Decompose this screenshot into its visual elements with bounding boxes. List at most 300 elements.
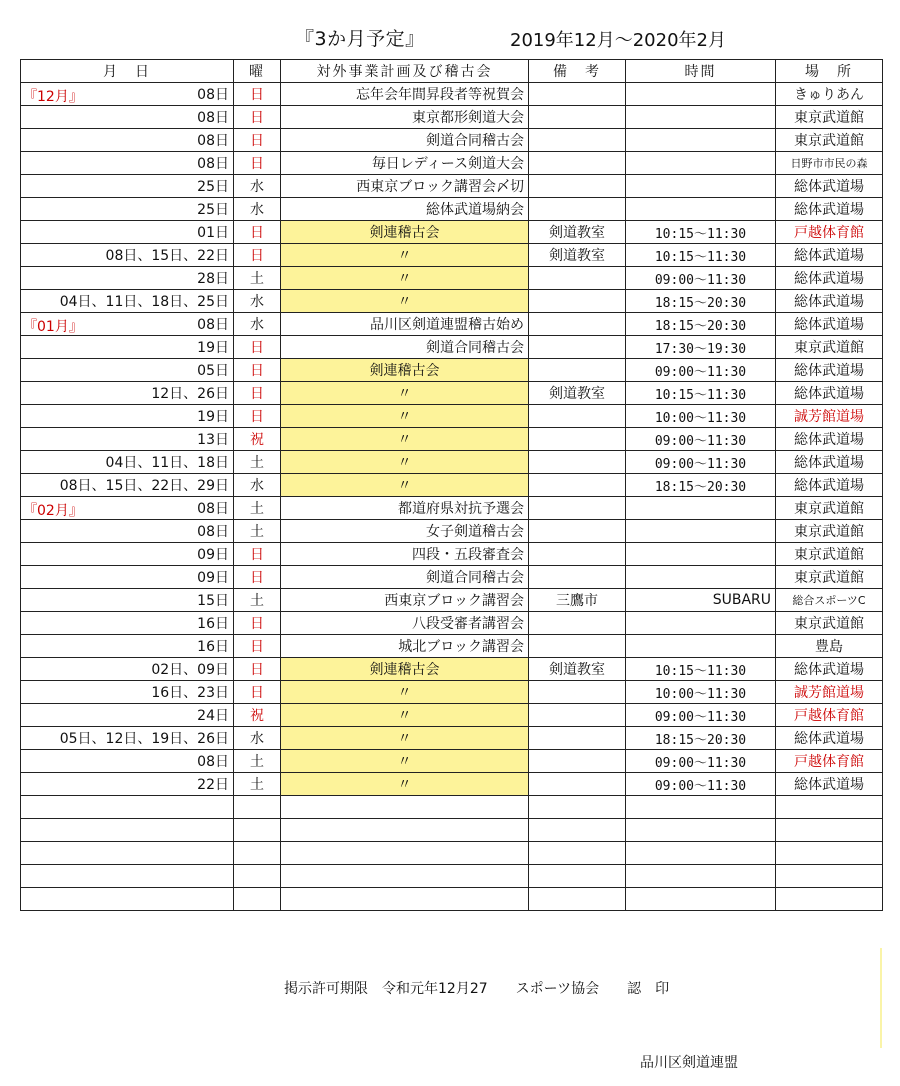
weekday-cell: 日 [234,152,281,175]
date-value: 19日 [197,340,229,356]
empty-row [21,819,883,842]
note-cell [529,336,626,359]
yellow-edge-mark [880,948,882,1048]
empty-cell [626,819,776,842]
date-cell [21,520,234,543]
date-value: 15日 [197,593,229,609]
time-cell: 10:15～11:30 [626,221,776,244]
date-value: 04日、11日、18日、25日 [59,294,229,310]
date-value: 19日 [197,409,229,425]
table-row [21,359,883,382]
empty-cell [529,796,626,819]
note-cell [529,566,626,589]
empty-cell [776,842,883,865]
note-cell [529,612,626,635]
place-cell: 戸越体育館 [776,221,883,244]
date-value: 16日、23日 [151,685,229,701]
note-cell [529,175,626,198]
place-cell: 総体武道場 [776,428,883,451]
time-cell [626,175,776,198]
empty-cell [529,888,626,911]
event-cell: 〃 [281,451,529,474]
table-row [21,451,883,474]
note-cell [529,129,626,152]
time-cell: 10:00～11:30 [626,681,776,704]
place-cell: 戸越体育館 [776,750,883,773]
place-cell: 総体武道場 [776,267,883,290]
place-cell: 日野市市民の森 [776,152,883,175]
table-row [21,497,883,520]
note-cell [529,635,626,658]
weekday-cell: 水 [234,198,281,221]
weekday-cell: 水 [234,313,281,336]
table-row [21,520,883,543]
event-cell: 剣連稽古会 [281,221,529,244]
empty-cell [529,819,626,842]
time-cell [626,198,776,221]
note-cell [529,497,626,520]
month-label: 『02月』 [23,503,83,519]
date-cell [21,543,234,566]
time-cell [626,566,776,589]
event-cell: 〃 [281,704,529,727]
weekday-cell: 日 [234,612,281,635]
event-cell: 〃 [281,382,529,405]
date-cell [21,428,234,451]
place-cell: 東京武道館 [776,497,883,520]
date-cell [21,152,234,175]
table-row [21,428,883,451]
date-cell [21,474,234,497]
table-row [21,152,883,175]
weekday-cell: 日 [234,658,281,681]
weekday-cell: 水 [234,474,281,497]
time-cell: 10:15～11:30 [626,658,776,681]
date-value: 08日 [197,754,229,770]
weekday-cell: 水 [234,290,281,313]
date-value: 24日 [197,708,229,724]
event-cell: 〃 [281,405,529,428]
weekday-cell: 日 [234,359,281,382]
date-value: 02日、09日 [151,662,229,678]
table-row [21,336,883,359]
empty-cell [626,865,776,888]
place-cell: 東京武道館 [776,543,883,566]
empty-cell [21,796,234,819]
date-value: 28日 [197,271,229,287]
weekday-cell: 水 [234,727,281,750]
place-cell: 戸越体育館 [776,704,883,727]
event-cell: 〃 [281,428,529,451]
note-cell [529,750,626,773]
note-cell: 三鷹市 [529,589,626,612]
event-cell: 東京都形剣道大会 [281,106,529,129]
date-cell [21,267,234,290]
time-cell [626,520,776,543]
time-cell: 10:00～11:30 [626,405,776,428]
date-cell [21,727,234,750]
place-cell: 豊島 [776,635,883,658]
date-value: 09日 [197,547,229,563]
note-cell [529,313,626,336]
table-row [21,635,883,658]
date-cell [21,750,234,773]
date-cell [21,382,234,405]
date-cell [21,405,234,428]
empty-cell [234,819,281,842]
time-cell [626,129,776,152]
date-cell [21,497,234,520]
header-event: 対外事業計画及び稽古会 [281,60,529,83]
note-cell [529,290,626,313]
event-cell: 〃 [281,244,529,267]
place-cell: 総体武道場 [776,773,883,796]
date-value: 09日 [197,570,229,586]
place-cell: きゅりあん [776,83,883,106]
note-cell [529,267,626,290]
date-cell [21,244,234,267]
time-cell: 09:00～11:30 [626,428,776,451]
time-cell: 18:15～20:30 [626,290,776,313]
weekday-cell: 日 [234,382,281,405]
weekday-cell: 土 [234,589,281,612]
time-cell: SUBARU [626,589,776,612]
date-cell [21,773,234,796]
note-cell [529,428,626,451]
date-value: 22日 [197,777,229,793]
time-cell: 09:00～11:30 [626,773,776,796]
place-cell: 総体武道場 [776,658,883,681]
event-cell: 四段・五段審査会 [281,543,529,566]
date-cell [21,451,234,474]
date-value: 08日 [197,156,229,172]
date-cell [21,221,234,244]
empty-row [21,796,883,819]
table-row [21,83,883,106]
time-cell [626,612,776,635]
weekday-cell: 土 [234,497,281,520]
table-row [21,474,883,497]
empty-cell [21,865,234,888]
empty-cell [234,865,281,888]
table-row [21,681,883,704]
weekday-cell: 日 [234,635,281,658]
month-label: 『01月』 [23,319,83,335]
place-cell: 総合スポーツC [776,589,883,612]
event-cell: 〃 [281,290,529,313]
date-cell [21,566,234,589]
date-value: 08日、15日、22日 [105,248,229,264]
date-cell [21,129,234,152]
header-place: 場 所 [776,60,883,83]
table-row [21,313,883,336]
note-cell [529,198,626,221]
empty-cell [234,842,281,865]
weekday-cell: 日 [234,405,281,428]
date-cell [21,290,234,313]
date-cell [21,612,234,635]
table-row [21,543,883,566]
time-cell [626,543,776,566]
note-cell [529,359,626,382]
event-cell: 都道府県対抗予選会 [281,497,529,520]
time-cell [626,635,776,658]
empty-cell [776,888,883,911]
event-cell: 女子剣道稽古会 [281,520,529,543]
note-cell: 剣道教室 [529,221,626,244]
place-cell: 東京武道館 [776,129,883,152]
event-cell: 総体武道場納会 [281,198,529,221]
date-value: 08日 [197,87,229,103]
empty-cell [529,842,626,865]
event-cell: 品川区剣道連盟稽古始め [281,313,529,336]
event-cell: 〃 [281,267,529,290]
date-value: 16日 [197,616,229,632]
event-cell: 〃 [281,474,529,497]
time-cell: 09:00～11:30 [626,451,776,474]
date-cell [21,658,234,681]
empty-cell [776,819,883,842]
weekday-cell: 水 [234,175,281,198]
event-cell: 〃 [281,681,529,704]
table-row [21,198,883,221]
date-value: 25日 [197,179,229,195]
date-cell [21,313,234,336]
place-cell: 総体武道場 [776,359,883,382]
weekday-cell: 土 [234,451,281,474]
event-cell: 八段受審者講習会 [281,612,529,635]
empty-cell [529,865,626,888]
time-cell: 18:15～20:30 [626,313,776,336]
place-cell: 東京武道館 [776,566,883,589]
table-row [21,106,883,129]
weekday-cell: 土 [234,773,281,796]
organization-name: 品川区剣道連盟 [640,1055,738,1071]
empty-row [21,888,883,911]
event-cell: 毎日レディース剣道大会 [281,152,529,175]
empty-cell [626,796,776,819]
event-cell: 〃 [281,727,529,750]
empty-cell [281,888,529,911]
empty-cell [776,796,883,819]
empty-cell [234,796,281,819]
table-row [21,290,883,313]
weekday-cell: 日 [234,106,281,129]
note-cell: 剣道教室 [529,658,626,681]
note-cell [529,704,626,727]
place-cell: 総体武道場 [776,244,883,267]
time-cell [626,497,776,520]
time-cell: 09:00～11:30 [626,267,776,290]
weekday-cell: 日 [234,83,281,106]
date-value: 13日 [197,432,229,448]
header-date: 月 日 [21,60,234,83]
place-cell: 誠芳館道場 [776,681,883,704]
date-value: 12日、26日 [151,386,229,402]
time-cell: 09:00～11:30 [626,359,776,382]
empty-cell [281,865,529,888]
event-cell: 西東京ブロック講習会 [281,589,529,612]
date-value: 08日 [197,317,229,333]
note-cell [529,451,626,474]
event-cell: 剣連稽古会 [281,658,529,681]
weekday-cell: 日 [234,221,281,244]
time-cell: 09:00～11:30 [626,704,776,727]
place-cell: 東京武道館 [776,520,883,543]
table-row [21,267,883,290]
date-value: 25日 [197,202,229,218]
empty-cell [776,865,883,888]
event-cell: 西東京ブロック講習会〆切 [281,175,529,198]
empty-cell [21,842,234,865]
header-weekday: 曜 [234,60,281,83]
date-cell [21,336,234,359]
empty-cell [234,888,281,911]
note-cell [529,520,626,543]
date-cell [21,635,234,658]
weekday-cell: 土 [234,520,281,543]
place-cell: 総体武道場 [776,382,883,405]
page-title: 『3か月予定』 [295,28,425,50]
place-cell: 総体武道場 [776,727,883,750]
table-row [21,175,883,198]
event-cell: 剣道合同稽古会 [281,336,529,359]
date-value: 05日、12日、19日、26日 [59,731,229,747]
event-cell: 城北ブロック講習会 [281,635,529,658]
schedule-body [21,83,883,911]
weekday-cell: 日 [234,681,281,704]
time-cell: 18:15～20:30 [626,727,776,750]
table-row [21,244,883,267]
event-cell: 〃 [281,773,529,796]
empty-row [21,842,883,865]
place-cell: 総体武道場 [776,451,883,474]
date-value: 08日、15日、22日、29日 [59,478,229,494]
place-cell: 東京武道館 [776,106,883,129]
table-row [21,405,883,428]
event-cell: 剣連稽古会 [281,359,529,382]
table-row [21,773,883,796]
weekday-cell: 日 [234,543,281,566]
date-value: 08日 [197,501,229,517]
time-cell: 18:15～20:30 [626,474,776,497]
date-value: 08日 [197,524,229,540]
time-cell [626,106,776,129]
place-cell: 東京武道館 [776,612,883,635]
date-cell [21,175,234,198]
time-cell [626,83,776,106]
place-cell: 総体武道場 [776,175,883,198]
date-cell [21,589,234,612]
note-cell [529,152,626,175]
note-cell [529,474,626,497]
empty-cell [281,842,529,865]
table-row [21,221,883,244]
weekday-cell: 祝 [234,428,281,451]
date-value: 05日 [197,363,229,379]
weekday-cell: 祝 [234,704,281,727]
note-cell: 剣道教室 [529,382,626,405]
schedule-table [20,59,883,911]
permit-footer: 掲示許可期限 令和元年12月27 スポーツ協会 認 印 [284,981,670,997]
date-value: 08日 [197,110,229,126]
table-row [21,612,883,635]
date-cell [21,198,234,221]
weekday-cell: 日 [234,336,281,359]
time-cell: 10:15～11:30 [626,244,776,267]
weekday-cell: 日 [234,566,281,589]
note-cell [529,405,626,428]
event-cell: 〃 [281,750,529,773]
date-value: 08日 [197,133,229,149]
time-cell: 17:30～19:30 [626,336,776,359]
table-row [21,566,883,589]
empty-cell [281,796,529,819]
time-cell: 09:00～11:30 [626,750,776,773]
event-cell: 忘年会年間昇段者等祝賀会 [281,83,529,106]
weekday-cell: 日 [234,244,281,267]
table-row [21,750,883,773]
note-cell [529,83,626,106]
place-cell: 東京武道館 [776,336,883,359]
header-row [21,60,883,83]
place-cell: 総体武道場 [776,198,883,221]
note-cell [529,727,626,750]
empty-cell [626,842,776,865]
weekday-cell: 日 [234,129,281,152]
table-row [21,704,883,727]
place-cell: 誠芳館道場 [776,405,883,428]
table-row [21,129,883,152]
date-cell [21,704,234,727]
table-row [21,727,883,750]
header-note: 備 考 [529,60,626,83]
event-cell: 剣道合同稽古会 [281,129,529,152]
event-cell: 剣道合同稽古会 [281,566,529,589]
empty-cell [626,888,776,911]
note-cell [529,543,626,566]
weekday-cell: 土 [234,750,281,773]
table-row [21,589,883,612]
note-cell [529,773,626,796]
date-range: 2019年12月～2020年2月 [510,30,726,51]
place-cell: 総体武道場 [776,313,883,336]
date-cell [21,83,234,106]
empty-cell [21,888,234,911]
date-value: 04日、11日、18日 [105,455,229,471]
note-cell: 剣道教室 [529,244,626,267]
month-label: 『12月』 [23,89,83,105]
table-row [21,658,883,681]
time-cell [626,152,776,175]
date-cell [21,106,234,129]
note-cell [529,106,626,129]
empty-cell [281,819,529,842]
header-time: 時間 [626,60,776,83]
place-cell: 総体武道場 [776,290,883,313]
table-row [21,382,883,405]
empty-row [21,865,883,888]
time-cell: 10:15～11:30 [626,382,776,405]
date-cell [21,681,234,704]
empty-cell [21,819,234,842]
place-cell: 総体武道場 [776,474,883,497]
note-cell [529,681,626,704]
date-value: 01日 [197,225,229,241]
date-cell [21,359,234,382]
date-value: 16日 [197,639,229,655]
weekday-cell: 土 [234,267,281,290]
